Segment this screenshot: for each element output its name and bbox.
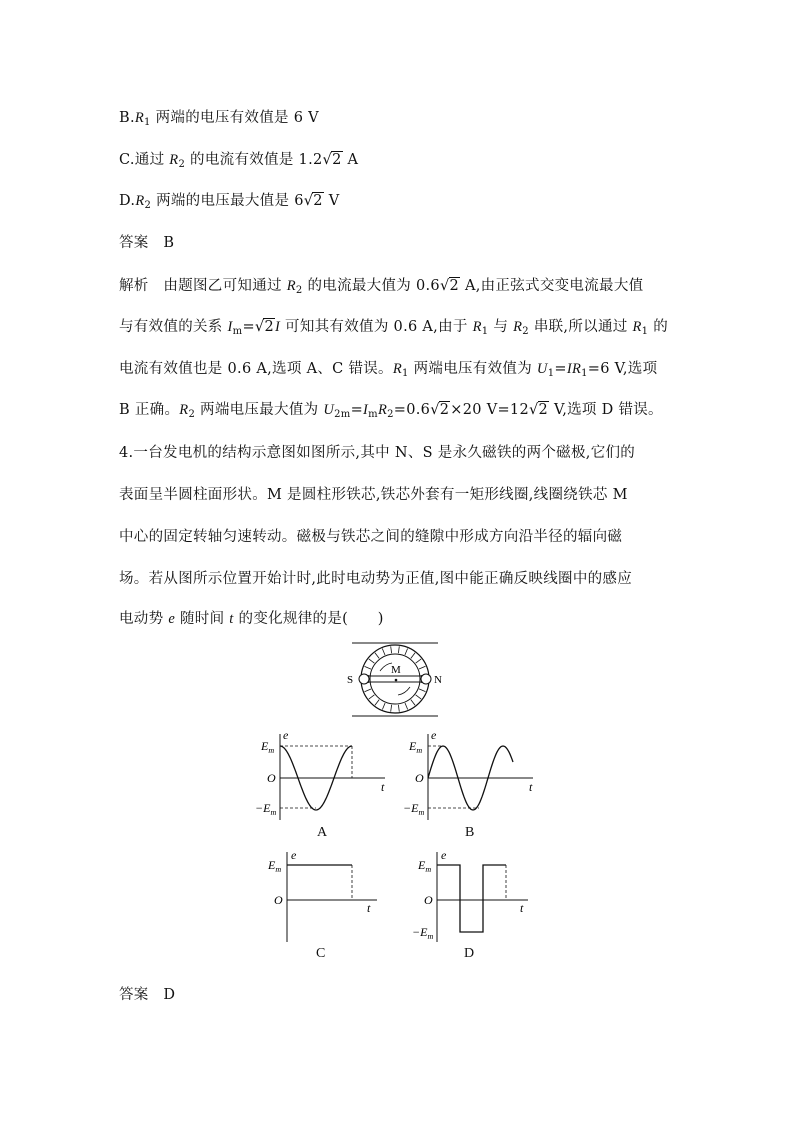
- field-line: [419, 689, 426, 692]
- svg-text:Em: $E_m$: [268, 858, 282, 874]
- explanation-line-4: B 正确。$R_2$ 两端电压最大值为 $U_{2m}=I_mR_2=0.6√2\times 20$ V=12√2 V,选项 D 错误。: [119, 402, 663, 420]
- t-axis-label: t: [381, 780, 385, 794]
- s-pole-label: S: [347, 674, 354, 686]
- svg-text:O: O: [415, 771, 424, 785]
- field-line: [382, 649, 385, 656]
- explanation-line-2: 与有效值的关系 $I_m=√2I$ 可知其有效值为 0.6 A,由于 $R_1$ 与 $R_2$ 串联,所以通过 $R_1$ 的: [119, 319, 669, 337]
- n-pole-label: N: [434, 674, 442, 686]
- graph-c: [265, 848, 385, 944]
- field-line: [416, 659, 422, 663]
- field-line: [398, 705, 399, 712]
- caption-d: D: [464, 946, 475, 961]
- option-d: $D.R_2$ 两端的电压最大值是 6√2 V: [119, 193, 340, 211]
- answer-2: 答案 D: [119, 987, 176, 1003]
- field-line: [405, 649, 408, 656]
- svg-text:t: t: [529, 780, 533, 794]
- field-line: [391, 646, 392, 653]
- origin-label: O: [267, 771, 276, 785]
- field-line: [411, 700, 415, 706]
- field-line: [391, 705, 392, 712]
- svg-text:−Em: $-E_m$: [255, 801, 277, 817]
- caption-b: B: [465, 825, 475, 840]
- svg-text:t: t: [367, 901, 371, 915]
- iron-core-label: M: [391, 664, 401, 676]
- field-line: [375, 700, 379, 706]
- svg-text:Em: $E_m$: [409, 739, 423, 755]
- question-line-3: 中心的固定转轴匀速转动。磁极与铁芯之间的缝隙中形成方向沿半径的辐向磁: [119, 529, 623, 545]
- radial-field-arrows: [362, 646, 427, 711]
- question-line-4: 场。若从图所示位置开始计时,此时电动势为正值,图中能正确反映线圈中的感应: [119, 571, 633, 587]
- svg-text:−Em: $-E_m$: [412, 925, 434, 941]
- field-line: [405, 703, 408, 710]
- option-c: C.通过 $R_2$ 的电流有效值是 1.2√2 A: [119, 152, 359, 170]
- question-line-2: 表面呈半圆柱面形状。M 是圆柱形铁芯,铁芯外套有一矩形线圈,线圈绕铁芯 M: [119, 487, 628, 503]
- caption-a: A: [317, 825, 328, 840]
- question-line-5: 电动势 e 随时间 t 的变化规律的是( ): [119, 611, 384, 627]
- svg-text:O: O: [424, 893, 433, 907]
- field-line: [365, 689, 372, 692]
- explanation-line-3: 电流有效值也是 0.6 A,选项 A、C 错误。$R_1$ 两端电压有效值为 $U_1=IR_1=6$ V,选项: [119, 361, 658, 379]
- field-line: [411, 653, 415, 659]
- svg-text:−Em: $-E_m$: [403, 801, 425, 817]
- field-line: [365, 666, 372, 669]
- field-line: [419, 666, 426, 669]
- field-line: [375, 653, 379, 659]
- explanation-line-1: 解析 由题图乙可知通过 $R_2$ 的电流最大值为 0.6√2 A,由正弦式交变电流最大值: [119, 278, 644, 296]
- e-axis-label: e: [283, 728, 289, 742]
- field-line: [369, 659, 375, 663]
- graph-a: [255, 728, 395, 824]
- option-b: $B.R_1$ 两端的电压有效值是 6 V: [119, 110, 319, 128]
- caption-c: C: [316, 946, 326, 961]
- question-line-1: 4.一台发电机的结构示意图如图所示,其中 N、S 是永久磁铁的两个磁极,它们的: [119, 445, 636, 461]
- generator-diagram: [340, 640, 450, 720]
- answer-1: 答案 B: [119, 235, 175, 251]
- svg-text:e: e: [291, 848, 297, 862]
- svg-text:e: e: [431, 728, 437, 742]
- field-line: [398, 646, 399, 653]
- svg-text:e: e: [441, 848, 447, 862]
- field-line: [416, 695, 422, 699]
- graph-d: [410, 848, 535, 944]
- field-line: [369, 695, 375, 699]
- graph-b: [403, 728, 543, 824]
- svg-text:Em: $E_m$: [261, 739, 275, 755]
- svg-text:O: O: [274, 893, 283, 907]
- field-line: [382, 703, 385, 710]
- svg-text:Em: $E_m$: [418, 858, 432, 874]
- curve-d: [437, 865, 506, 932]
- svg-text:t: t: [520, 901, 524, 915]
